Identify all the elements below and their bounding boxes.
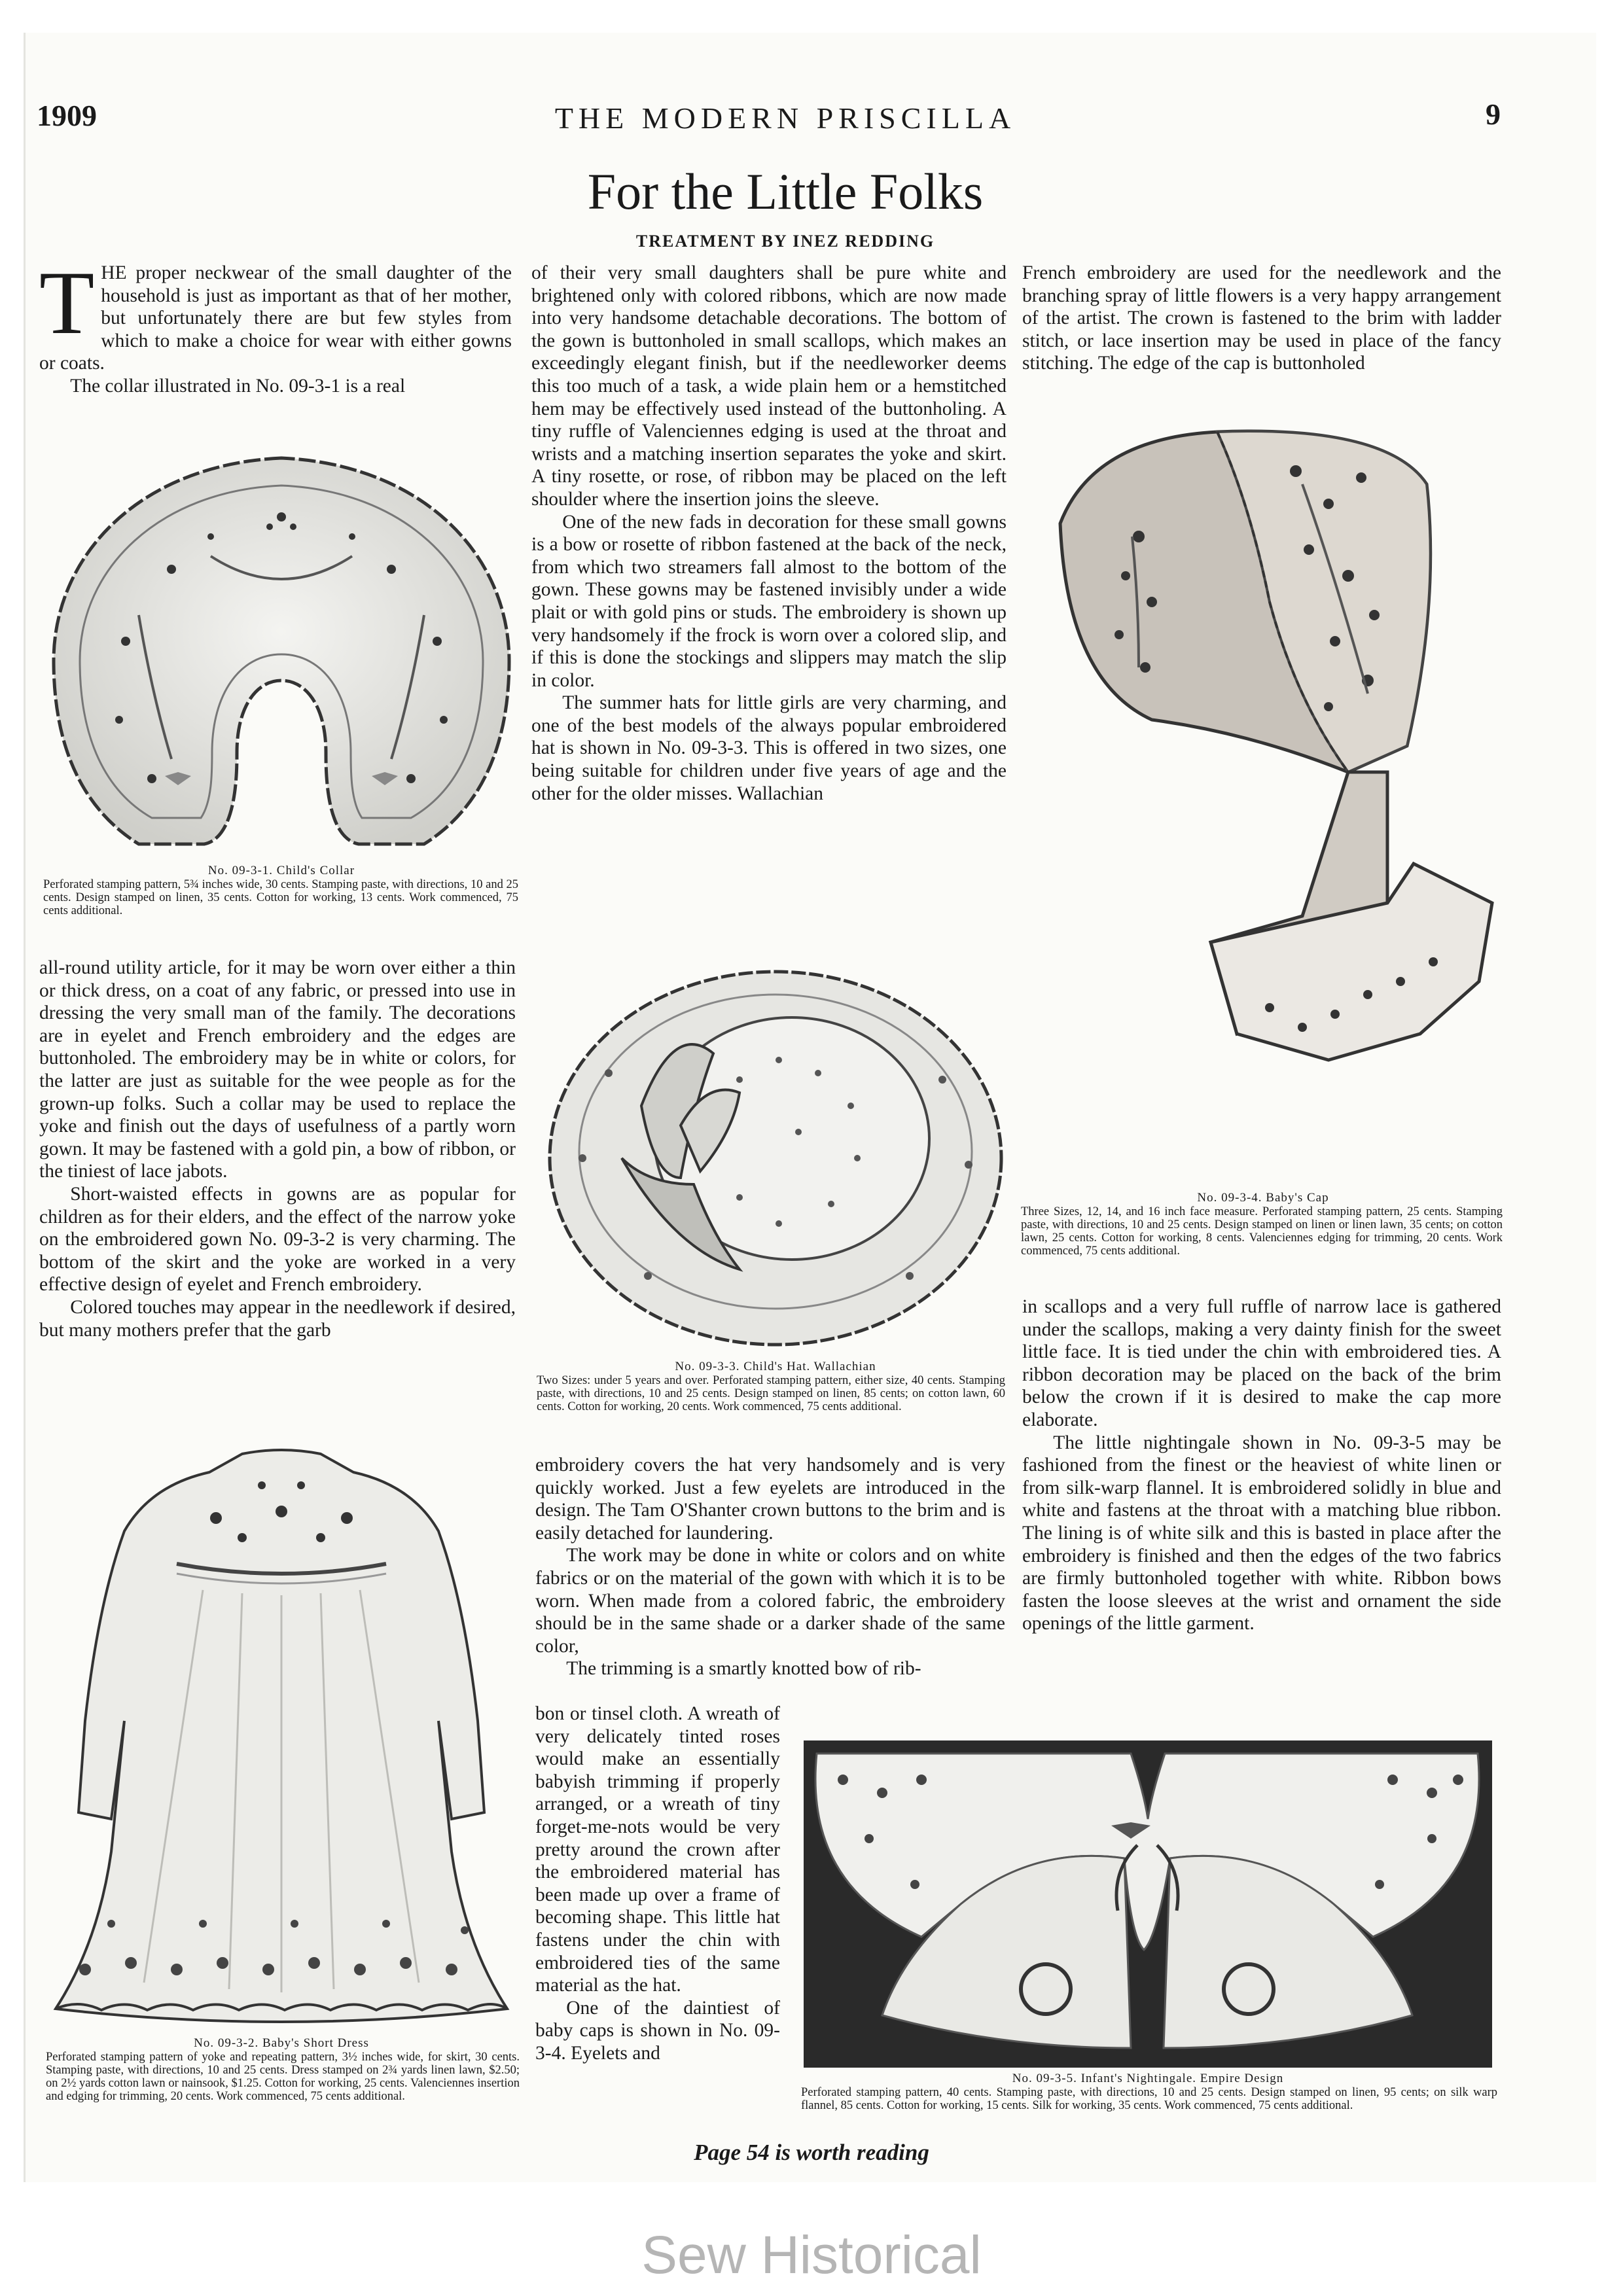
column-3-top	[1022, 262, 1501, 375]
dress-description: Perforated stamping pattern of yoke and repeating pattern, 3½ inches wide, for skirt, 30 cents. Stamping paste, with directions, 10 and 25 cents. Dress stamped on 2¾ yards linen lawn, $2.50; on 2½ yards cotton lawn or nainsook, $1.25. Cotton for working, 25 cents. Valenciennes insertion and edging for trimming, 20 cents. Work commenced, 75 cents additional.	[46, 2051, 520, 2103]
childs-collar-illustration	[41, 445, 522, 864]
paragraph: The summer hats for little girls are very charming, and one of the best models of the always popular embroidered hat is shown in No. 09-3-3. This is offered in two sizes, one being suitable for children under five years of age and the other for the older misses. Wallachian	[531, 692, 1007, 804]
column-2-narrow	[535, 1703, 780, 2065]
hat-caption: No. 09-3-3. Child's Hat. Wallachian	[675, 1360, 876, 1373]
cap-description: Three Sizes, 12, 14, and 16 inch face measure. Perforated stamping pattern, 25 cents. Stamping paste, with directions, 10 and 25 cents. Design stamped on linen or linen lawn, 35 cents; on cotton lawn, 25 cents. Cotton for working, 8 cents. Valenciennes edging for trimming, 20 cents. Work commenced, 75 cents additional.	[1021, 1205, 1503, 1258]
footer-note: Page 54 is worth reading	[694, 2140, 929, 2165]
article-title: For the Little Folks	[587, 163, 984, 220]
nightingale-description: Perforated stamping pattern, 40 cents. Stamping paste, with directions, 10 and 25 cents. Design stamped on linen, 95 cents; on silk warp flannel, 85 cents. Cotton for working, 15 cents. Silk for working, 35 cents. Work commenced, 75 cents additional.	[801, 2086, 1497, 2112]
paragraph: The work may be done in white or colors and on white fabrics or on the material of the gown with which it is to be worn. When made from a colored fabric, the embroidery should be in the same shade or a darker shade of the same color,	[535, 1545, 1005, 1657]
infants-nightingale-illustration	[804, 1740, 1492, 2068]
collar-description: Perforated stamping pattern, 5¾ inches wide, 30 cents. Stamping paste, with directions, 10 and 25 cents. Design stamped on linen, 35 cents. Cotton for working, 13 cents. Work commenced, 75 cents additional.	[43, 878, 518, 917]
paragraph: of their very small daughters shall be pure white and brightened only with colored ribbons, which are now made into very handsome detachable decorations. The bottom of the gown is buttonholed in small scallops, which makes an exceedingly elegant finish, but if the needleworker deems this too much of a task, a wide plain hem or a hemstitched hem may be effectively used instead of the buttonholing. A tiny ruffle of Valenciennes edging is used at the throat and wrists and a matching insertion separates the yoke and skirt. A tiny rosette, or rose, of ribbon may be placed on the left shoulder where the insertion joins the sleeve.	[531, 262, 1007, 510]
paragraph: One of the new fads in decoration for these small gowns is a bow or rosette of ribbon fastened at the back of the neck, from which two streamers fall almost to the bottom of the gown. These gowns may be fastened invisibly under a wide plait or with gold pins or studs. The embroidery is shown up very handsomely if the frock is worn over a colored slip, and if this is done the stockings and slippers may match the slip in color.	[531, 511, 1007, 691]
paragraph: The collar illustrated in No. 09-3-1 is a real	[70, 375, 406, 397]
paragraph: One of the daintiest of baby caps is shown in No. 09-3-4. Eyelets and	[535, 1997, 780, 2064]
paragraph: The little nightingale shown in No. 09-3-5 may be fashioned from the finest or the heaviest of white linen or from silk-warp flannel. It is embroidered solidly in blue and white and fastens at the throat with a matching blue ribbon. The lining is of white silk and this is basted in place after the embroidery is finished and then the edges of the two fabrics are firmly buttonholed together with white. Ribbon bows fasten the loose sleeves at the wrist and ornament the side openings of the little garment.	[1022, 1432, 1501, 1634]
paragraph: all-round utility article, for it may be worn over either a thin or thick dress, on a coat of any fabric, or pressed into use in dressing the very small man of the family. The decorations are in eyelet and French embroidery and the edges are buttonholed. The embroidery may be in white or colors, for the latter are just as suitable for the wee people as for the grown-up folks. Such a collar may be used to replace the yoke and finish out the days of usefulness of a partly worn gown. It may be fastened with a gold pin, a bow of ribbon, or the tiniest of lace jabots.	[39, 957, 516, 1182]
column-3-middle	[1022, 1296, 1501, 1635]
paragraph: embroidery covers the hat very handsomely and is very quickly worked. Just a few eyelets are introduced in the design. The Tam O'Shanter crown buttons to the brim and is easily detached for laundering.	[535, 1455, 1005, 1544]
column-1-middle	[39, 957, 516, 1341]
drop-cap: T	[39, 253, 95, 353]
paragraph: The trimming is a smartly knotted bow of rib-	[566, 1658, 921, 1680]
masthead: THE MODERN PRISCILLA	[554, 101, 1016, 135]
dress-caption: No. 09-3-2. Baby's Short Dress	[194, 2036, 369, 2050]
paragraph: in scallops and a very full ruffle of narrow lace is gathered under the scallops, making a very dainty finish for the sweet little face. It is tied under the chin with embroidered ties. A ribbon decoration may be placed on the back of the brim below the crown if it is desired to make the cap more elaborate.	[1022, 1296, 1501, 1430]
hat-description: Two Sizes: under 5 years and over. Perforated stamping pattern, either size, 40 cents. Stamping paste, with directions, 10 and 25 cents. Design stamped on linen, 85 cents; on cotton lawn, 60 cents. Cotton for working, 20 cents. Work commenced, 75 cents additional.	[537, 1374, 1005, 1413]
babys-cap-illustration	[1021, 406, 1518, 1191]
babys-short-dress-illustration	[46, 1446, 517, 2035]
paragraph: French embroidery are used for the needlework and the branching spray of little flowers is a very happy arrangement of the artist. The crown is fastened to the brim with ladder stitch, or lace insertion may be used in place of the fancy stitching. The edge of the cap is buttonholed	[1022, 262, 1501, 374]
nightingale-caption: No. 09-3-5. Infant's Nightingale. Empire Design	[1012, 2072, 1284, 2085]
cap-caption: No. 09-3-4. Baby's Cap	[1197, 1191, 1329, 1205]
watermark: Sew Historical	[641, 2225, 982, 2285]
column-2-middle	[535, 1454, 1005, 1680]
page-number: 9	[1486, 97, 1501, 131]
paragraph: Short-waisted effects in gowns are as popular for children as for their elders, and the effect of the narrow yoke on the embroidered gown No. 09-3-2 is very charming. The bottom of the skirt and the yoke are worked in a very effective design of eyelet and French embroidery.	[39, 1183, 516, 1296]
column-2-top	[531, 262, 1007, 805]
paragraph: Colored touches may appear in the needlework if desired, but many mothers prefer that the garb	[39, 1296, 516, 1341]
childs-hat-illustration	[543, 962, 1008, 1354]
column-1-top	[39, 253, 512, 398]
page-year: 1909	[37, 99, 97, 132]
collar-caption: No. 09-3-1. Child's Collar	[207, 864, 355, 877]
paragraph: bon or tinsel cloth. A wreath of very delicately tinted roses would make an essentially babyish trimming if properly arranged, or a wreath of tiny forget-me-nots would be very pretty around the crown after the embroidered material has been made up over a frame of becoming shape. This little hat fastens under the chin with embroidered ties of the same material as the hat.	[535, 1703, 780, 1996]
paragraph: HE proper neckwear of the small daughter of the household is just as important as that of her mother, but unfortunately there are but few styles from which to make a choice for wear with either gowns or coats.	[39, 262, 512, 374]
article-byline: TREATMENT BY INEZ REDDING	[635, 232, 935, 251]
